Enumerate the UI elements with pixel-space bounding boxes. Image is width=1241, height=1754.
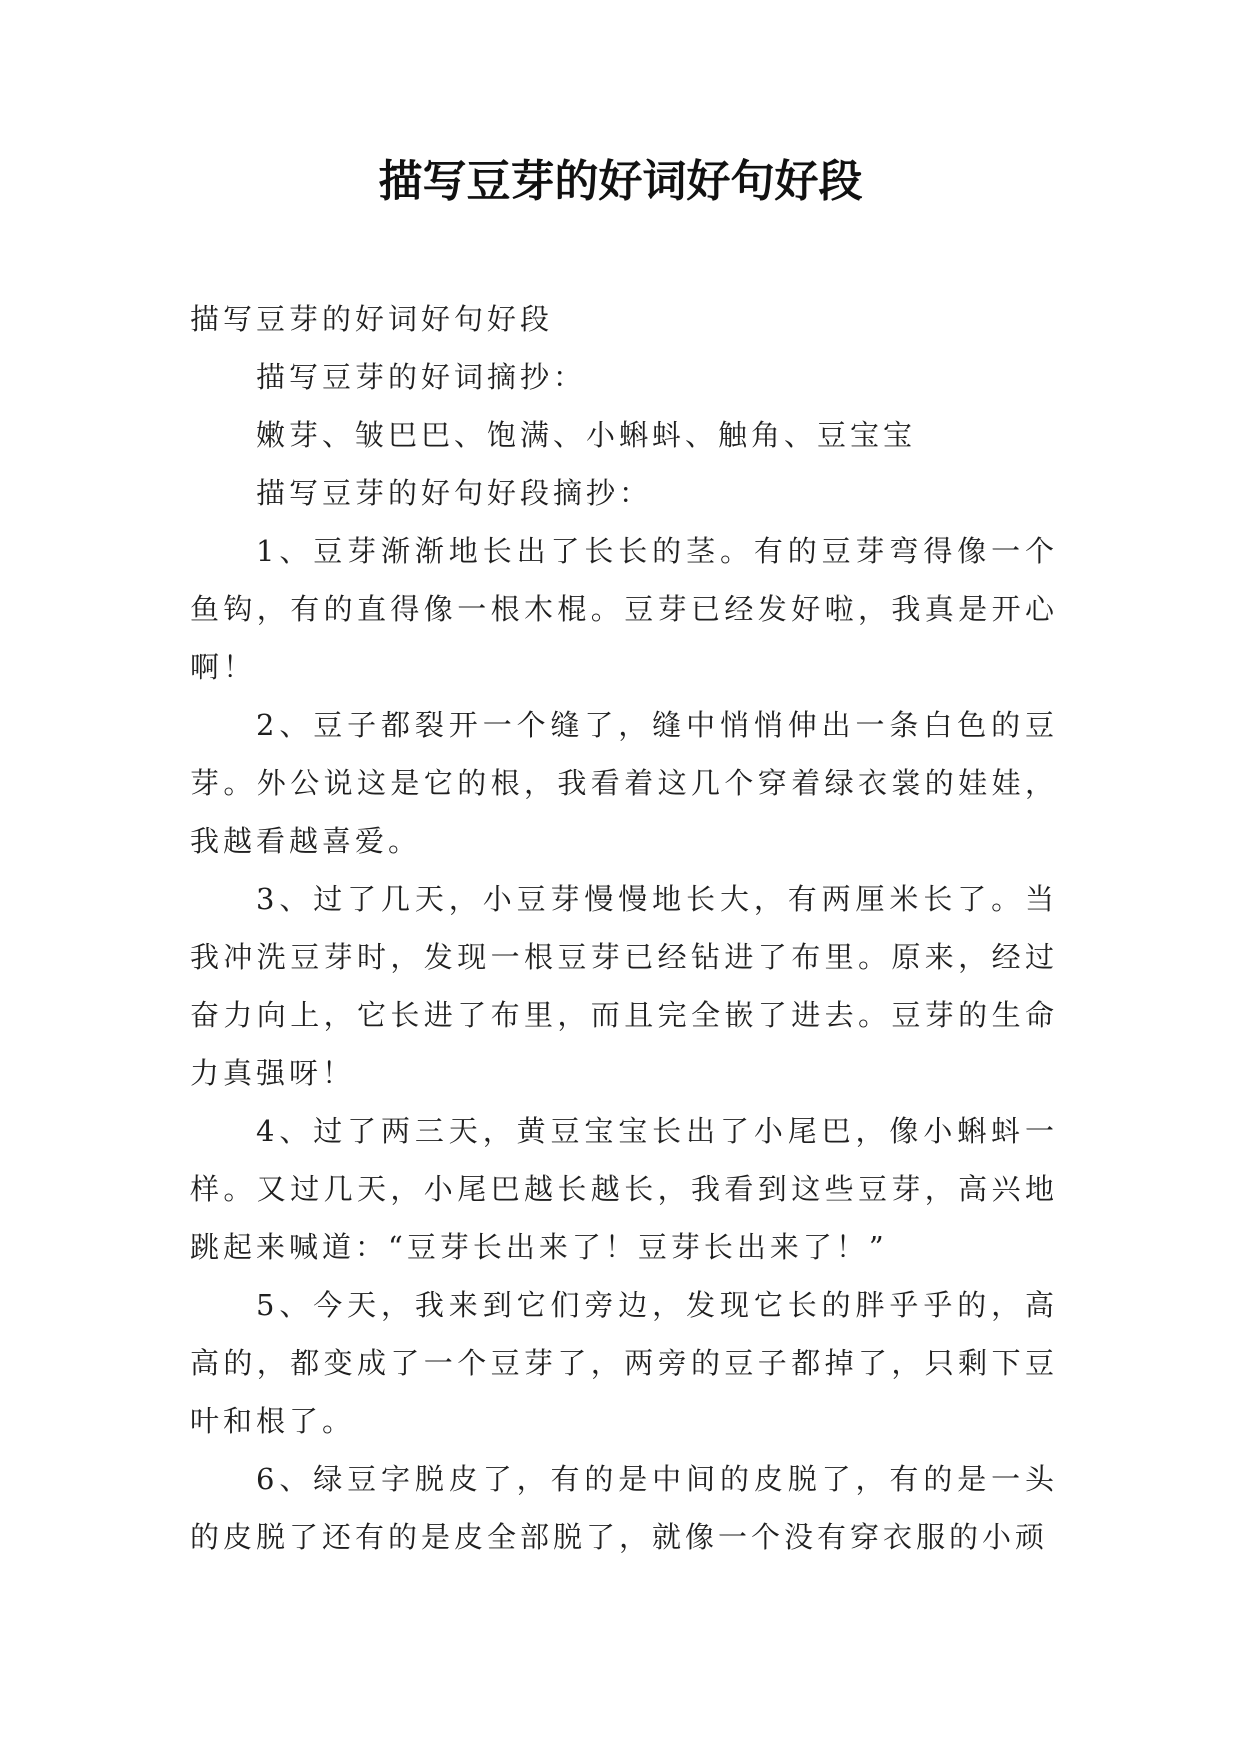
paragraph-2: 2、豆子都裂开一个缝了，缝中悄悄伸出一条白色的豆芽。外公说这是它的根，我看着这几个穿着绿衣裳的娃娃，我越看越喜爱。 [190, 708, 1058, 858]
sentences-heading: 描写豆芽的好句好段摘抄： [256, 476, 653, 510]
document-title: 描写豆芽的好词好句好段 [378, 156, 863, 207]
paragraph-1: 1、豆芽渐渐地长出了长长的茎。有的豆芽弯得像一个鱼钩，有的直得像一根木棍。豆芽已经发好啦，我真是开心啊！ [190, 534, 1058, 684]
paragraph-4: 4、过了两三天，黄豆宝宝长出了小尾巴，像小蝌蚪一样。又过几天，小尾巴越长越长，我看到这些豆芽，高兴地跳起来喊道：“豆芽长出来了！豆芽长出来了！” [190, 1114, 1058, 1264]
words-list: 嫩芽、皱巴巴、饱满、小蝌蚪、触角、豆宝宝 [256, 418, 917, 452]
paragraph-6: 6、绿豆字脱皮了，有的是中间的皮脱了，有的是一头的皮脱了还有的是皮全部脱了，就像一个没有穿衣服的小顽 [190, 1462, 1058, 1554]
words-heading: 描写豆芽的好词摘抄： [256, 360, 587, 394]
paragraph-5: 5、今天，我来到它们旁边，发现它长的胖乎乎的，高高的，都变成了一个豆芽了，两旁的豆子都掉了，只剩下豆叶和根了。 [190, 1288, 1058, 1438]
document-subtitle: 描写豆芽的好词好句好段 [190, 302, 554, 336]
paragraph-3: 3、过了几天，小豆芽慢慢地长大，有两厘米长了。当我冲洗豆芽时，发现一根豆芽已经钻进了布里。原来，经过奋力向上，它长进了布里，而且完全嵌了进去。豆芽的生命力真强呀！ [190, 882, 1058, 1090]
document-body [190, 290, 1058, 1566]
